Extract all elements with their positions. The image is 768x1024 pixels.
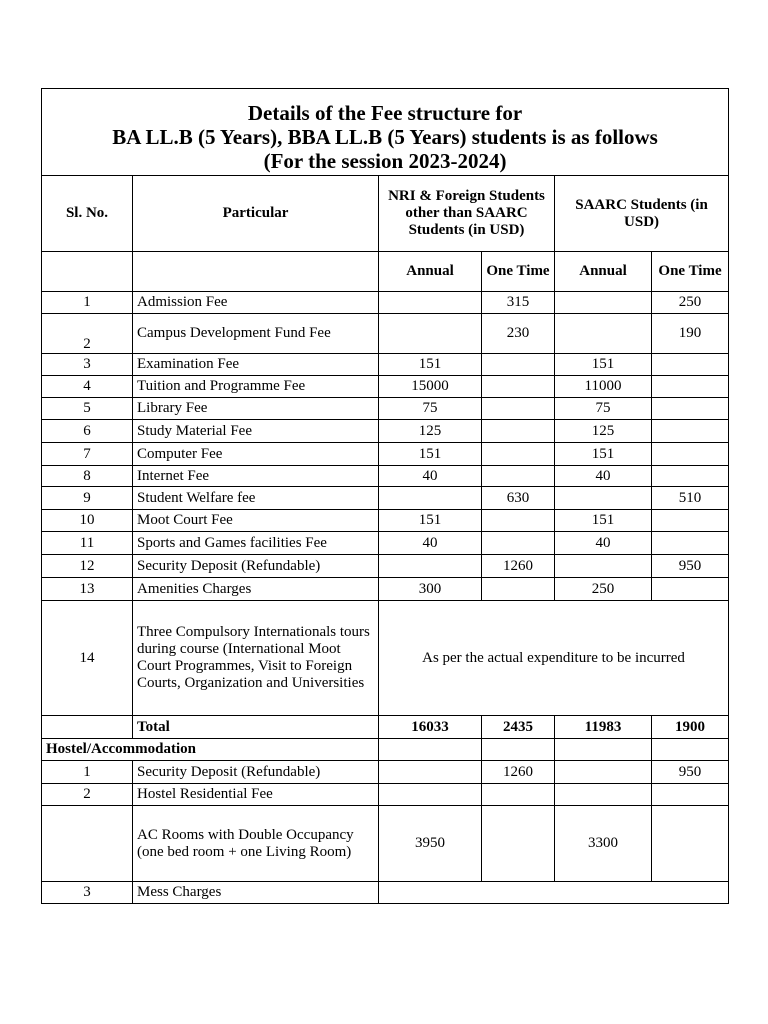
nri-annual-cell: 15000 <box>379 376 482 398</box>
saarc-annual-cell <box>555 784 652 806</box>
table-row <box>42 420 729 443</box>
total-nri-one-time: 2435 <box>482 716 555 739</box>
sl-no-cell: 1 <box>42 292 133 314</box>
saarc-annual-cell: 40 <box>555 532 652 555</box>
nri-one-time-cell <box>482 784 555 806</box>
title-row <box>42 89 729 176</box>
subheader-saarc-annual: Annual <box>555 252 652 292</box>
saarc-one-time-cell <box>652 532 729 555</box>
ac-rooms-line-2: (one bed room + one Living Room) <box>137 843 352 860</box>
saarc-annual-cell <box>555 292 652 314</box>
sl-no-cell: 10 <box>42 510 133 532</box>
nri-one-time-cell <box>482 466 555 487</box>
saarc-annual-cell <box>555 761 652 784</box>
particular-cell: Moot Court Fee <box>133 510 379 532</box>
hostel-section-row <box>42 739 729 761</box>
particular-cell: Security Deposit (Refundable) <box>133 761 379 784</box>
nri-one-time-cell: 1260 <box>482 761 555 784</box>
saarc-annual-cell: 3300 <box>555 806 652 882</box>
total-nri-annual: 16033 <box>379 716 482 739</box>
sl-no-cell: 1 <box>42 761 133 784</box>
nri-one-time-cell: 315 <box>482 292 555 314</box>
nri-annual-cell: 151 <box>379 510 482 532</box>
header-particular: Particular <box>133 176 379 252</box>
particular-cell: Campus Development Fund Fee <box>133 314 379 354</box>
saarc-one-time-cell: 950 <box>652 555 729 578</box>
hostel-section-label: Hostel/Accommodation <box>42 739 379 761</box>
blank-cell <box>379 739 482 761</box>
table-row <box>42 466 729 487</box>
subheader-nri-one-time: One Time <box>482 252 555 292</box>
saarc-one-time-cell: 250 <box>652 292 729 314</box>
particular-cell: Sports and Games facilities Fee <box>133 532 379 555</box>
header-row <box>42 176 729 252</box>
saarc-one-time-cell: 950 <box>652 761 729 784</box>
saarc-one-time-cell <box>652 466 729 487</box>
saarc-annual-cell: 151 <box>555 443 652 466</box>
sl-no-cell: 14 <box>42 601 133 716</box>
blank-cell <box>555 739 652 761</box>
nri-one-time-cell: 1260 <box>482 555 555 578</box>
nri-one-time-cell <box>482 532 555 555</box>
nri-one-time-cell <box>482 510 555 532</box>
particular-cell: Internet Fee <box>133 466 379 487</box>
nri-annual-cell: 125 <box>379 420 482 443</box>
nri-one-time-cell <box>482 398 555 420</box>
blank-cell <box>652 739 729 761</box>
nri-annual-cell <box>379 292 482 314</box>
nri-annual-cell: 3950 <box>379 806 482 882</box>
saarc-annual-cell: 40 <box>555 466 652 487</box>
nri-one-time-cell <box>482 354 555 376</box>
nri-annual-cell: 40 <box>379 532 482 555</box>
sl-no-cell: 2 <box>42 314 133 354</box>
saarc-one-time-cell: 190 <box>652 314 729 354</box>
table-row <box>42 314 729 354</box>
subheader-blank <box>42 252 133 292</box>
particular-cell: Amenities Charges <box>133 578 379 601</box>
table-row <box>42 510 729 532</box>
particular-cell: Admission Fee <box>133 292 379 314</box>
table-row <box>42 487 729 510</box>
nri-one-time-cell: 230 <box>482 314 555 354</box>
sl-no-cell: 3 <box>42 354 133 376</box>
saarc-annual-cell: 75 <box>555 398 652 420</box>
sl-no-cell: 11 <box>42 532 133 555</box>
document-title <box>42 89 729 176</box>
sl-no-cell: 6 <box>42 420 133 443</box>
saarc-annual-cell: 250 <box>555 578 652 601</box>
total-row <box>42 716 729 739</box>
nri-one-time-cell <box>482 806 555 882</box>
saarc-one-time-cell: 510 <box>652 487 729 510</box>
nri-annual-cell: 40 <box>379 466 482 487</box>
saarc-annual-cell <box>555 487 652 510</box>
nri-one-time-cell: 630 <box>482 487 555 510</box>
subheader-blank <box>133 252 379 292</box>
nri-annual-cell: 151 <box>379 443 482 466</box>
sl-no-cell: 8 <box>42 466 133 487</box>
table-row-14 <box>42 601 729 716</box>
particular-cell: Mess Charges <box>133 882 379 904</box>
particular-cell: Tuition and Programme Fee <box>133 376 379 398</box>
header-saarc: SAARC Students (in USD) <box>555 176 729 252</box>
subheader-saarc-one-time: One Time <box>652 252 729 292</box>
ac-rooms-line-1: AC Rooms with Double Occupancy <box>137 826 354 843</box>
saarc-annual-cell <box>555 314 652 354</box>
header-nri: NRI & Foreign Students other than SAARC Students (in USD) <box>379 176 555 252</box>
fee-rows <box>42 292 729 601</box>
saarc-one-time-cell <box>652 420 729 443</box>
nri-one-time-cell <box>482 420 555 443</box>
saarc-annual-cell <box>555 555 652 578</box>
saarc-annual-cell: 11000 <box>555 376 652 398</box>
particular-cell: Study Material Fee <box>133 420 379 443</box>
hostel-rows <box>42 761 729 806</box>
nri-annual-cell <box>379 784 482 806</box>
nri-annual-cell: 75 <box>379 398 482 420</box>
fee-table <box>41 88 729 904</box>
table-row <box>42 443 729 466</box>
table-row <box>42 292 729 314</box>
title-line-3: (For the session 2023-2024) <box>263 149 507 173</box>
total-saarc-annual: 11983 <box>555 716 652 739</box>
nri-annual-cell: 300 <box>379 578 482 601</box>
sl-no-cell: 12 <box>42 555 133 578</box>
sl-no-cell: 4 <box>42 376 133 398</box>
ac-rooms-row <box>42 806 729 882</box>
table-row <box>42 761 729 784</box>
nri-one-time-cell <box>482 578 555 601</box>
table-row <box>42 354 729 376</box>
saarc-one-time-cell <box>652 806 729 882</box>
table-row <box>42 578 729 601</box>
saarc-one-time-cell <box>652 510 729 532</box>
table-row <box>42 398 729 420</box>
saarc-one-time-cell <box>652 443 729 466</box>
saarc-one-time-cell <box>652 376 729 398</box>
nri-one-time-cell <box>482 376 555 398</box>
total-sl-blank <box>42 716 133 739</box>
saarc-annual-cell: 151 <box>555 510 652 532</box>
sl-no-cell: 7 <box>42 443 133 466</box>
sl-no-cell: 3 <box>42 882 133 904</box>
header-sl-no: Sl. No. <box>42 176 133 252</box>
particular-cell: Library Fee <box>133 398 379 420</box>
table-row <box>42 376 729 398</box>
fee-structure-document <box>41 88 728 904</box>
table-row <box>42 555 729 578</box>
particular-cell: Examination Fee <box>133 354 379 376</box>
blank-cell <box>482 739 555 761</box>
saarc-annual-cell: 125 <box>555 420 652 443</box>
table-row <box>42 532 729 555</box>
sl-no-cell: 2 <box>42 784 133 806</box>
total-saarc-one-time: 1900 <box>652 716 729 739</box>
saarc-one-time-cell <box>652 784 729 806</box>
saarc-annual-cell: 151 <box>555 354 652 376</box>
mess-values-cell <box>379 882 729 904</box>
nri-annual-cell: 151 <box>379 354 482 376</box>
total-label: Total <box>133 716 379 739</box>
title-line-1: Details of the Fee structure for <box>247 101 523 125</box>
saarc-one-time-cell <box>652 578 729 601</box>
particular-cell: Hostel Residential Fee <box>133 784 379 806</box>
particular-cell: Computer Fee <box>133 443 379 466</box>
sl-no-cell: 13 <box>42 578 133 601</box>
particular-cell <box>133 806 379 882</box>
nri-annual-cell <box>379 555 482 578</box>
table-row <box>42 784 729 806</box>
nri-one-time-cell <box>482 443 555 466</box>
mess-row <box>42 882 729 904</box>
particular-cell: Security Deposit (Refundable) <box>133 555 379 578</box>
particular-cell: Three Compulsory Internationals tours during course (International Moot Court Programmes, Visit to Foreign Courts, Organization and Universities <box>133 601 379 716</box>
saarc-one-time-cell <box>652 354 729 376</box>
title-line-2: BA LL.B (5 Years), BBA LL.B (5 Years) students is as follows <box>112 125 658 149</box>
sl-no-cell: 5 <box>42 398 133 420</box>
sl-no-cell <box>42 806 133 882</box>
nri-annual-cell <box>379 761 482 784</box>
subheader-row <box>42 252 729 292</box>
nri-annual-cell <box>379 487 482 510</box>
particular-cell: Student Welfare fee <box>133 487 379 510</box>
tours-note-cell: As per the actual expenditure to be incurred <box>379 601 729 716</box>
nri-annual-cell <box>379 314 482 354</box>
sl-no-cell: 9 <box>42 487 133 510</box>
saarc-one-time-cell <box>652 398 729 420</box>
subheader-nri-annual: Annual <box>379 252 482 292</box>
